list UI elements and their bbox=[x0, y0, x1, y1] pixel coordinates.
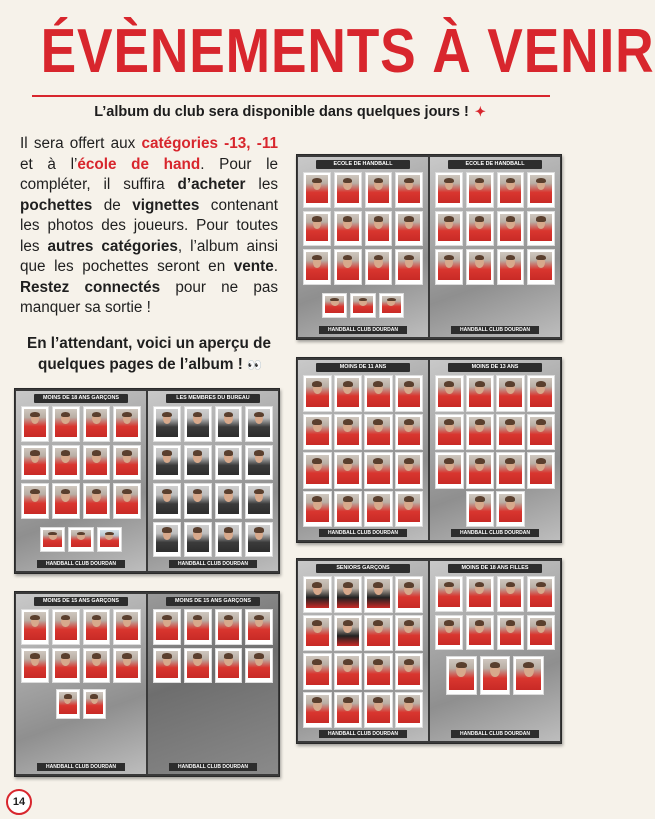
album-page-left bbox=[298, 360, 428, 540]
page-heading: MOINS DE 18 ANS FILLES bbox=[448, 564, 542, 573]
page-footer: HANDBALL CLUB DOURDAN bbox=[319, 529, 407, 537]
player-sticker bbox=[153, 609, 181, 645]
page-heading: MOINS DE 13 ANS bbox=[448, 363, 542, 372]
player-sticker bbox=[52, 609, 80, 645]
player-sticker bbox=[215, 648, 243, 684]
player-sticker bbox=[466, 615, 494, 651]
player-sticker bbox=[395, 249, 423, 285]
member-sticker bbox=[153, 483, 181, 519]
player-sticker bbox=[334, 692, 363, 729]
player-sticker bbox=[364, 375, 393, 412]
member-sticker bbox=[245, 522, 273, 558]
closing-text: En l’attendant, voici un aperçu de quelques pages de l’album ! bbox=[27, 335, 271, 373]
player-sticker bbox=[497, 172, 525, 208]
player-sticker bbox=[364, 452, 393, 489]
player-sticker bbox=[56, 689, 80, 719]
page-heading: SENIORS GARÇONS bbox=[316, 564, 410, 573]
player-sticker bbox=[334, 452, 363, 489]
player-sticker bbox=[52, 648, 80, 684]
sticker-grid bbox=[303, 576, 423, 728]
member-sticker bbox=[215, 445, 243, 481]
page-heading: MOINS DE 15 ANS GARÇONS bbox=[34, 597, 128, 606]
page-heading: MOINS DE 18 ANS GARÇONS bbox=[34, 394, 128, 403]
player-sticker bbox=[435, 172, 463, 208]
player-sticker bbox=[334, 653, 363, 690]
player-sticker bbox=[466, 491, 495, 528]
player-sticker bbox=[365, 249, 393, 285]
player-sticker bbox=[395, 172, 423, 208]
intro-paragraph bbox=[20, 134, 278, 319]
party-popper-icon: ✦ bbox=[474, 104, 486, 119]
player-sticker bbox=[334, 249, 362, 285]
album-spread-seniors-18f bbox=[296, 558, 562, 744]
intro-acheter: d’acheter bbox=[177, 176, 246, 193]
page-number-badge: 14 bbox=[6, 789, 32, 815]
player-sticker bbox=[527, 211, 555, 247]
player-sticker bbox=[21, 483, 49, 519]
sticker-grid bbox=[21, 406, 141, 519]
player-sticker bbox=[395, 211, 423, 247]
member-sticker bbox=[153, 522, 181, 558]
album-page-right bbox=[148, 391, 278, 571]
player-sticker bbox=[496, 414, 525, 451]
player-sticker bbox=[466, 211, 494, 247]
player-sticker bbox=[21, 609, 49, 645]
player-sticker bbox=[350, 293, 375, 318]
player-sticker bbox=[480, 656, 511, 695]
player-sticker bbox=[334, 576, 363, 613]
member-sticker bbox=[153, 406, 181, 442]
intro-text: , l’album ainsi que les pochettes seront en bbox=[20, 237, 279, 275]
player-sticker bbox=[435, 249, 463, 285]
player-sticker bbox=[364, 576, 393, 613]
intro-text: et à l’ bbox=[20, 155, 78, 173]
member-sticker bbox=[215, 483, 243, 519]
album-page-right bbox=[148, 594, 278, 774]
player-sticker bbox=[395, 576, 424, 613]
player-sticker bbox=[303, 375, 332, 412]
player-sticker bbox=[395, 692, 424, 729]
player-sticker bbox=[184, 609, 212, 645]
player-sticker bbox=[245, 609, 273, 645]
intro-text: . Pour le compléter, il suffira bbox=[20, 155, 279, 193]
member-sticker bbox=[215, 522, 243, 558]
player-sticker bbox=[68, 527, 93, 552]
player-sticker bbox=[303, 615, 332, 652]
player-sticker bbox=[435, 375, 464, 412]
member-sticker bbox=[245, 483, 273, 519]
album-page-left bbox=[16, 594, 146, 774]
player-sticker bbox=[83, 689, 107, 719]
player-sticker bbox=[466, 414, 495, 451]
intro-text: Il sera offert aux bbox=[20, 135, 142, 152]
player-sticker bbox=[52, 483, 80, 519]
sticker-grid-bottom bbox=[446, 656, 544, 695]
page-footer: HANDBALL CLUB DOURDAN bbox=[37, 763, 125, 771]
player-sticker bbox=[303, 211, 331, 247]
player-sticker bbox=[497, 615, 525, 651]
player-sticker bbox=[334, 414, 363, 451]
closing-line bbox=[16, 334, 282, 375]
player-sticker bbox=[496, 375, 525, 412]
album-page-right bbox=[430, 360, 560, 540]
player-sticker bbox=[435, 452, 464, 489]
player-sticker bbox=[496, 491, 525, 528]
intro-pochettes: pochettes bbox=[20, 196, 93, 214]
player-sticker bbox=[364, 692, 393, 729]
album-page-right bbox=[430, 157, 560, 337]
player-sticker bbox=[334, 491, 363, 528]
player-sticker bbox=[21, 445, 49, 481]
player-sticker bbox=[303, 491, 332, 528]
sticker-grid bbox=[153, 609, 273, 683]
player-sticker bbox=[435, 211, 463, 247]
player-sticker bbox=[527, 414, 556, 451]
player-sticker bbox=[527, 375, 556, 412]
member-sticker bbox=[245, 406, 273, 442]
player-sticker bbox=[466, 249, 494, 285]
player-sticker bbox=[83, 609, 111, 645]
intro-categories: catégories -13, -11 bbox=[141, 135, 278, 152]
member-sticker bbox=[184, 522, 212, 558]
player-sticker bbox=[303, 452, 332, 489]
album-spread-15g bbox=[14, 591, 280, 777]
page-footer: HANDBALL CLUB DOURDAN bbox=[37, 560, 125, 568]
player-sticker bbox=[395, 414, 424, 451]
page-footer: HANDBALL CLUB DOURDAN bbox=[451, 326, 539, 334]
page-heading: ECOLE DE HANDBALL bbox=[316, 160, 410, 169]
player-sticker bbox=[113, 445, 141, 481]
player-sticker bbox=[83, 483, 111, 519]
album-spread-18g-bureau bbox=[14, 388, 280, 574]
intro-text: de bbox=[92, 196, 133, 214]
player-sticker bbox=[184, 648, 212, 684]
intro-text: contenant les photos des joueurs. Pour toutes les bbox=[20, 196, 278, 255]
intro-text: pour ne pas manquer sa sortie ! bbox=[20, 278, 278, 316]
player-sticker bbox=[364, 615, 393, 652]
player-sticker bbox=[497, 211, 525, 247]
player-sticker bbox=[466, 576, 494, 612]
sticker-grid bbox=[21, 609, 141, 683]
player-sticker bbox=[513, 656, 544, 695]
member-sticker bbox=[215, 406, 243, 442]
player-sticker bbox=[303, 692, 332, 729]
player-sticker bbox=[303, 414, 332, 451]
player-sticker bbox=[395, 491, 424, 528]
announcement-text: L’album du club sera disponible dans quelques jours ! bbox=[94, 104, 469, 120]
player-sticker bbox=[83, 406, 111, 442]
page-footer: HANDBALL CLUB DOURDAN bbox=[451, 529, 539, 537]
player-sticker bbox=[466, 452, 495, 489]
sticker-grid-bottom bbox=[40, 527, 122, 552]
page-heading: MOINS DE 11 ANS bbox=[316, 363, 410, 372]
page-title: ÉVÈNEMENTS À VENIR bbox=[40, 17, 655, 86]
intro-vente: vente bbox=[233, 258, 274, 275]
player-sticker bbox=[466, 172, 494, 208]
player-sticker bbox=[379, 293, 404, 318]
sticker-grid bbox=[153, 406, 273, 557]
player-sticker bbox=[113, 648, 141, 684]
player-sticker bbox=[215, 609, 243, 645]
player-sticker bbox=[527, 249, 555, 285]
eyes-icon: 👀 bbox=[247, 357, 261, 372]
sticker-grid bbox=[303, 172, 423, 285]
player-sticker bbox=[113, 406, 141, 442]
player-sticker bbox=[322, 293, 347, 318]
intro-autres: autres catégories bbox=[47, 237, 178, 255]
intro-text: . bbox=[273, 258, 278, 275]
player-sticker bbox=[113, 609, 141, 645]
player-sticker bbox=[527, 576, 555, 612]
player-sticker bbox=[52, 445, 80, 481]
player-sticker bbox=[527, 452, 556, 489]
member-sticker bbox=[184, 406, 212, 442]
page-heading: LES MEMBRES DU BUREAU bbox=[166, 394, 260, 403]
album-page-right bbox=[430, 561, 560, 741]
album-page-left bbox=[298, 561, 428, 741]
player-sticker bbox=[21, 406, 49, 442]
player-sticker bbox=[334, 172, 362, 208]
player-sticker bbox=[97, 527, 122, 552]
player-sticker bbox=[364, 653, 393, 690]
sticker-grid bbox=[435, 576, 555, 650]
player-sticker bbox=[153, 648, 181, 684]
player-sticker bbox=[435, 414, 464, 451]
player-sticker bbox=[21, 648, 49, 684]
player-sticker bbox=[446, 656, 477, 695]
player-sticker bbox=[435, 576, 463, 612]
player-sticker bbox=[497, 576, 525, 612]
album-page-left bbox=[16, 391, 146, 571]
member-sticker bbox=[184, 483, 212, 519]
page-footer: HANDBALL CLUB DOURDAN bbox=[451, 730, 539, 738]
player-sticker bbox=[52, 406, 80, 442]
player-sticker bbox=[527, 172, 555, 208]
member-sticker bbox=[184, 445, 212, 481]
intro-ecole: école de hand bbox=[77, 155, 201, 173]
sticker-grid bbox=[435, 375, 555, 527]
player-sticker bbox=[435, 615, 463, 651]
player-sticker bbox=[334, 375, 363, 412]
title-divider bbox=[32, 95, 550, 97]
announcement-subtitle bbox=[0, 104, 580, 120]
member-sticker bbox=[153, 445, 181, 481]
player-sticker bbox=[395, 615, 424, 652]
album-spread-ecole bbox=[296, 154, 562, 340]
player-sticker bbox=[395, 452, 424, 489]
player-sticker bbox=[364, 491, 393, 528]
player-sticker bbox=[245, 648, 273, 684]
player-sticker bbox=[113, 483, 141, 519]
player-sticker bbox=[527, 615, 555, 651]
sticker-grid-bottom bbox=[56, 689, 106, 719]
player-sticker bbox=[303, 172, 331, 208]
sticker-grid bbox=[435, 172, 555, 285]
player-sticker bbox=[364, 414, 393, 451]
page-heading: ECOLE DE HANDBALL bbox=[448, 160, 542, 169]
album-page-left bbox=[298, 157, 428, 337]
player-sticker bbox=[395, 375, 424, 412]
page-heading: MOINS DE 15 ANS GARÇONS bbox=[166, 597, 260, 606]
player-sticker bbox=[303, 576, 332, 613]
page-footer: HANDBALL CLUB DOURDAN bbox=[319, 730, 407, 738]
page-footer: HANDBALL CLUB DOURDAN bbox=[169, 560, 257, 568]
player-sticker bbox=[395, 653, 424, 690]
player-sticker bbox=[83, 648, 111, 684]
album-spread-11-13 bbox=[296, 357, 562, 543]
intro-vignettes: vignettes bbox=[132, 196, 200, 214]
player-sticker bbox=[365, 172, 393, 208]
intro-text: les bbox=[245, 176, 278, 193]
player-sticker bbox=[83, 445, 111, 481]
player-sticker bbox=[334, 615, 363, 652]
sticker-grid-bottom bbox=[322, 293, 404, 318]
player-sticker bbox=[303, 653, 332, 690]
player-sticker bbox=[497, 249, 525, 285]
player-sticker bbox=[303, 249, 331, 285]
page-footer: HANDBALL CLUB DOURDAN bbox=[169, 763, 257, 771]
sticker-grid bbox=[303, 375, 423, 527]
player-sticker bbox=[40, 527, 65, 552]
player-sticker bbox=[466, 375, 495, 412]
member-sticker bbox=[245, 445, 273, 481]
player-sticker bbox=[334, 211, 362, 247]
intro-restez: Restez connectés bbox=[20, 278, 161, 296]
player-sticker bbox=[365, 211, 393, 247]
page-footer: HANDBALL CLUB DOURDAN bbox=[319, 326, 407, 334]
player-sticker bbox=[496, 452, 525, 489]
